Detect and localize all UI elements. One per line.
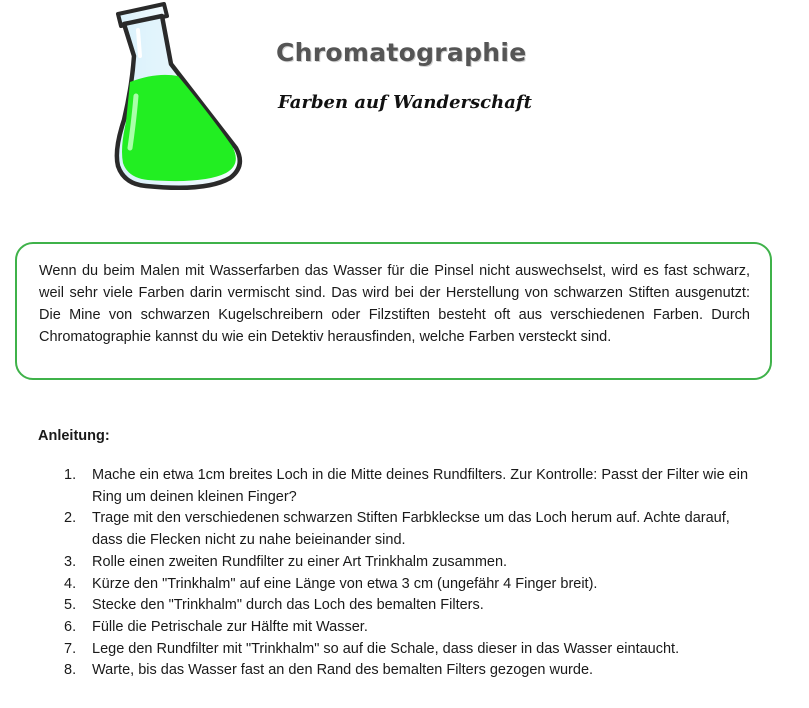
step-text: Stecke den "Trinkhalm" durch das Loch des bemalten Filters. [92,597,484,614]
step-number: 3. [64,553,77,570]
step-number: 2. [64,510,77,527]
step-number: 4. [64,575,77,592]
step-text: Fülle die Petrischale zur Hälfte mit Wasser. [92,618,368,635]
page-subtitle: Farben auf Wanderschaft [278,92,532,113]
step-number: 1. [64,467,77,483]
step-text: Trage mit den verschiedenen schwarzen Stiften Farbkleckse um das Loch herum auf. Achte darauf, dass die Flecken nicht zu nahe beieinander sind. [92,510,730,549]
intro-box [15,242,772,380]
instructions-heading: Anleitung: [38,428,110,444]
list-item [64,465,764,508]
instructions-list [64,465,764,682]
list-item [64,660,764,682]
step-text: Lege den Rundfilter mit "Trinkhalm" so auf die Schale, dass dieser in das Wasser eintaucht. [92,640,680,657]
flask-icon [96,0,256,200]
list-item [64,639,764,661]
step-text: Mache ein etwa 1cm breites Loch in die Mitte deines Rundfilters. Zur Kontrolle: Passt der Filter wie ein Ring um deinen kleinen Finger? [92,467,749,505]
intro-text: Wenn du beim Malen mit Wasserfarben das Wasser für die Pinsel nicht auswechselst, wird es fast schwarz, weil sehr viele Farben darin vermischt sind. Das wird bei der Herstellung von schwarzen Stiften ausgenutzt: Die Mine von schwarzen Kugelschreibern oder Filzstiften besteht oft aus verschiedenen Farben. Durch Chromatographie kannst du wie ein Detektiv herausfinden, welche Farben versteckt sind. [39,263,750,345]
step-number: 6. [64,618,77,635]
step-number: 5. [64,597,77,614]
step-text: Kürze den "Trinkhalm" auf eine Länge von etwa 3 cm (ungefähr 4 Finger breit). [92,575,598,592]
step-number: 7. [64,640,77,657]
list-item [64,552,764,574]
list-item [64,595,764,617]
step-text: Rolle einen zweiten Rundfilter zu einer Art Trinkhalm zusammen. [92,553,508,570]
list-item [64,617,764,639]
page-title: Chromatographie [276,38,527,67]
list-item [64,574,764,596]
step-number: 8. [64,662,77,679]
step-text: Warte, bis das Wasser fast an den Rand des bemalten Filters gezogen wurde. [92,662,594,679]
list-item [64,508,764,551]
